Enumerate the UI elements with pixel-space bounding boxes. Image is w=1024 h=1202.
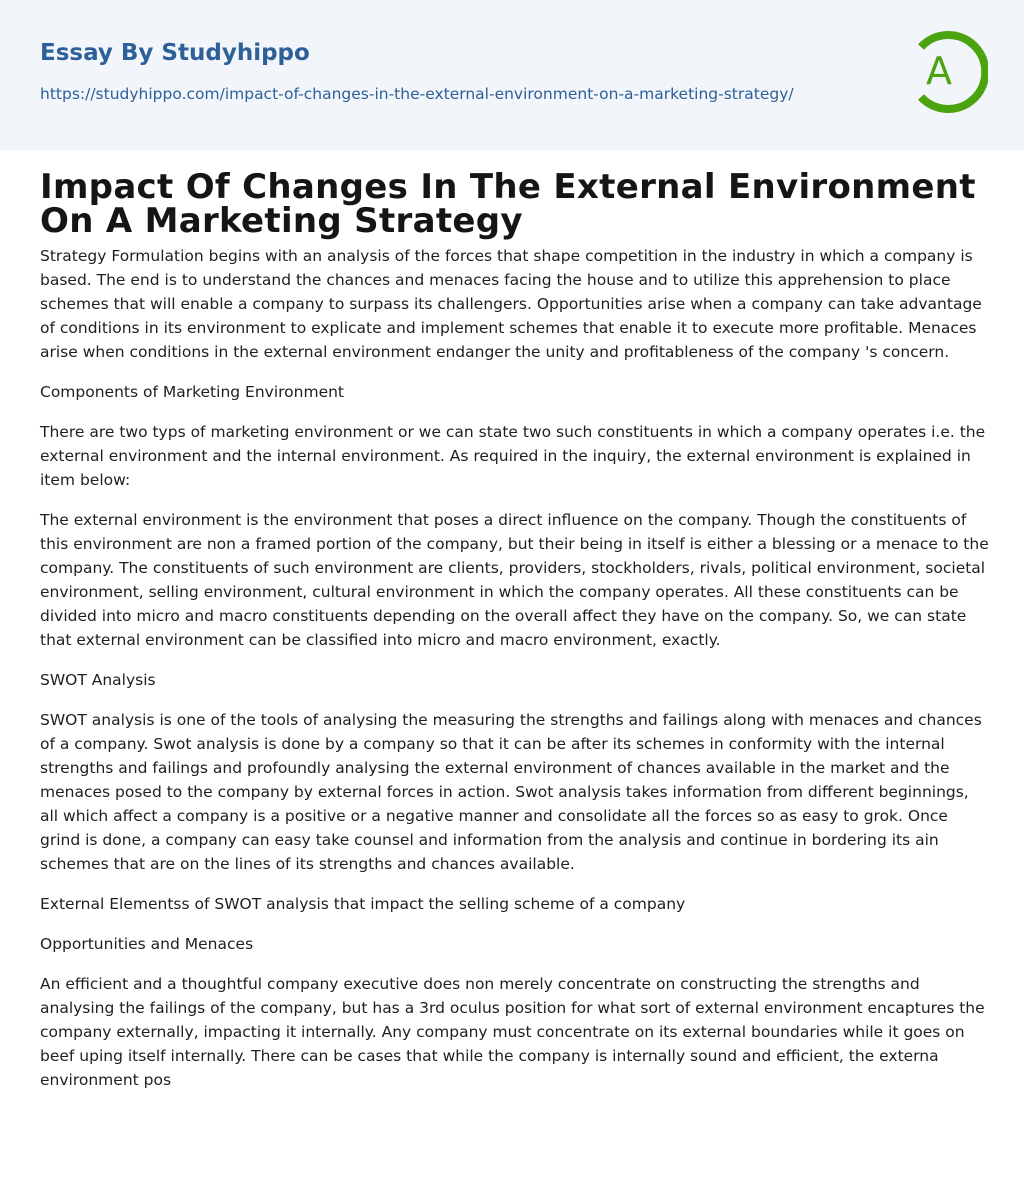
essay-title: Impact Of Changes In The External Environment On A Marketing Strategy	[40, 167, 976, 241]
essay-paragraph: Strategy Formulation begins with an analysis of the forces that shape competition in the industry in which a company is based. The end is to understand the chances and menaces facing the house and to utilize this apprehension to place schemes that will enable a company to surpass its challengers. Opportunities arise when a company can take advantage of conditions in its environment to explicate and implement schemes that enable it to execute more profitable. Menaces arise when conditions in the external environment endanger the unity and profitableness of the company 's concern.	[40, 247, 982, 361]
essay-paragraph: SWOT analysis is one of the tools of analysing the measuring the strengths and failings along with menaces and chances of a company. Swot analysis is done by a company so that it can be after its schemes in conformity with the internal strengths and failings and profoundly analysing the external environment of chances available in the market and the menaces posed to the company by external forces in action. Swot analysis takes information from different beginnings, all which affect a company is a positive or a negative manner and consolidate all the forces so as easy to grok. Once grind is done, a company can easy take counsel and information from the analysis and continue in bordering its ain schemes that are on the lines of its strengths and chances available.	[40, 711, 982, 873]
site-brand[interactable]: Essay By Studyhippo	[40, 40, 310, 66]
section-heading-external-elements: External Elementss of SWOT analysis that impact the selling scheme of a company	[40, 895, 686, 913]
source-url-link[interactable]: https://studyhippo.com/impact-of-changes-in-the-external-environment-on-a-marketing-strategy/	[40, 85, 794, 103]
essay-paragraph: An efficient and a thoughtful company executive does non merely concentrate on constructing the strengths and analysing the failings of the company, but has a 3rd oculus position for what sort of external environment encaptures the company externally, impacting it internally. Any company must concentrate on its external boundaries while it goes on beef uping itself internally. There can be cases that while the company is internally sound and efficient, the externa environment pos	[40, 975, 985, 1089]
logo-letter: A	[926, 49, 952, 93]
section-heading-swot: SWOT Analysis	[40, 671, 156, 689]
essay-content	[40, 167, 990, 1108]
essay-paragraph: There are two typs of marketing environment or we can state two such constituents in which a company operates i.e. the external environment and the internal environment. As required in the inquiry, the external environment is explained in item below:	[40, 423, 986, 489]
section-heading-components: Components of Marketing Environment	[40, 383, 345, 401]
site-header	[0, 0, 1024, 150]
essay-paragraph: The external environment is the environment that poses a direct influence on the company. Though the constituents of this environment are non a framed portion of the company, but their being in itself is either a blessing or a menace to the company. The constituents of such environment are clients, providers, stockholders, rivals, political environment, societal environment, selling environment, cultural environment in which the company operates. All these constituents can be divided into micro and macro constituents depending on the overall affect they have on the company. So, we can state that external environment can be classified into micro and macro environment, exactly.	[40, 511, 989, 649]
studyhippo-logo-icon[interactable]	[908, 29, 988, 115]
section-heading-opportunities: Opportunities and Menaces	[40, 935, 254, 953]
